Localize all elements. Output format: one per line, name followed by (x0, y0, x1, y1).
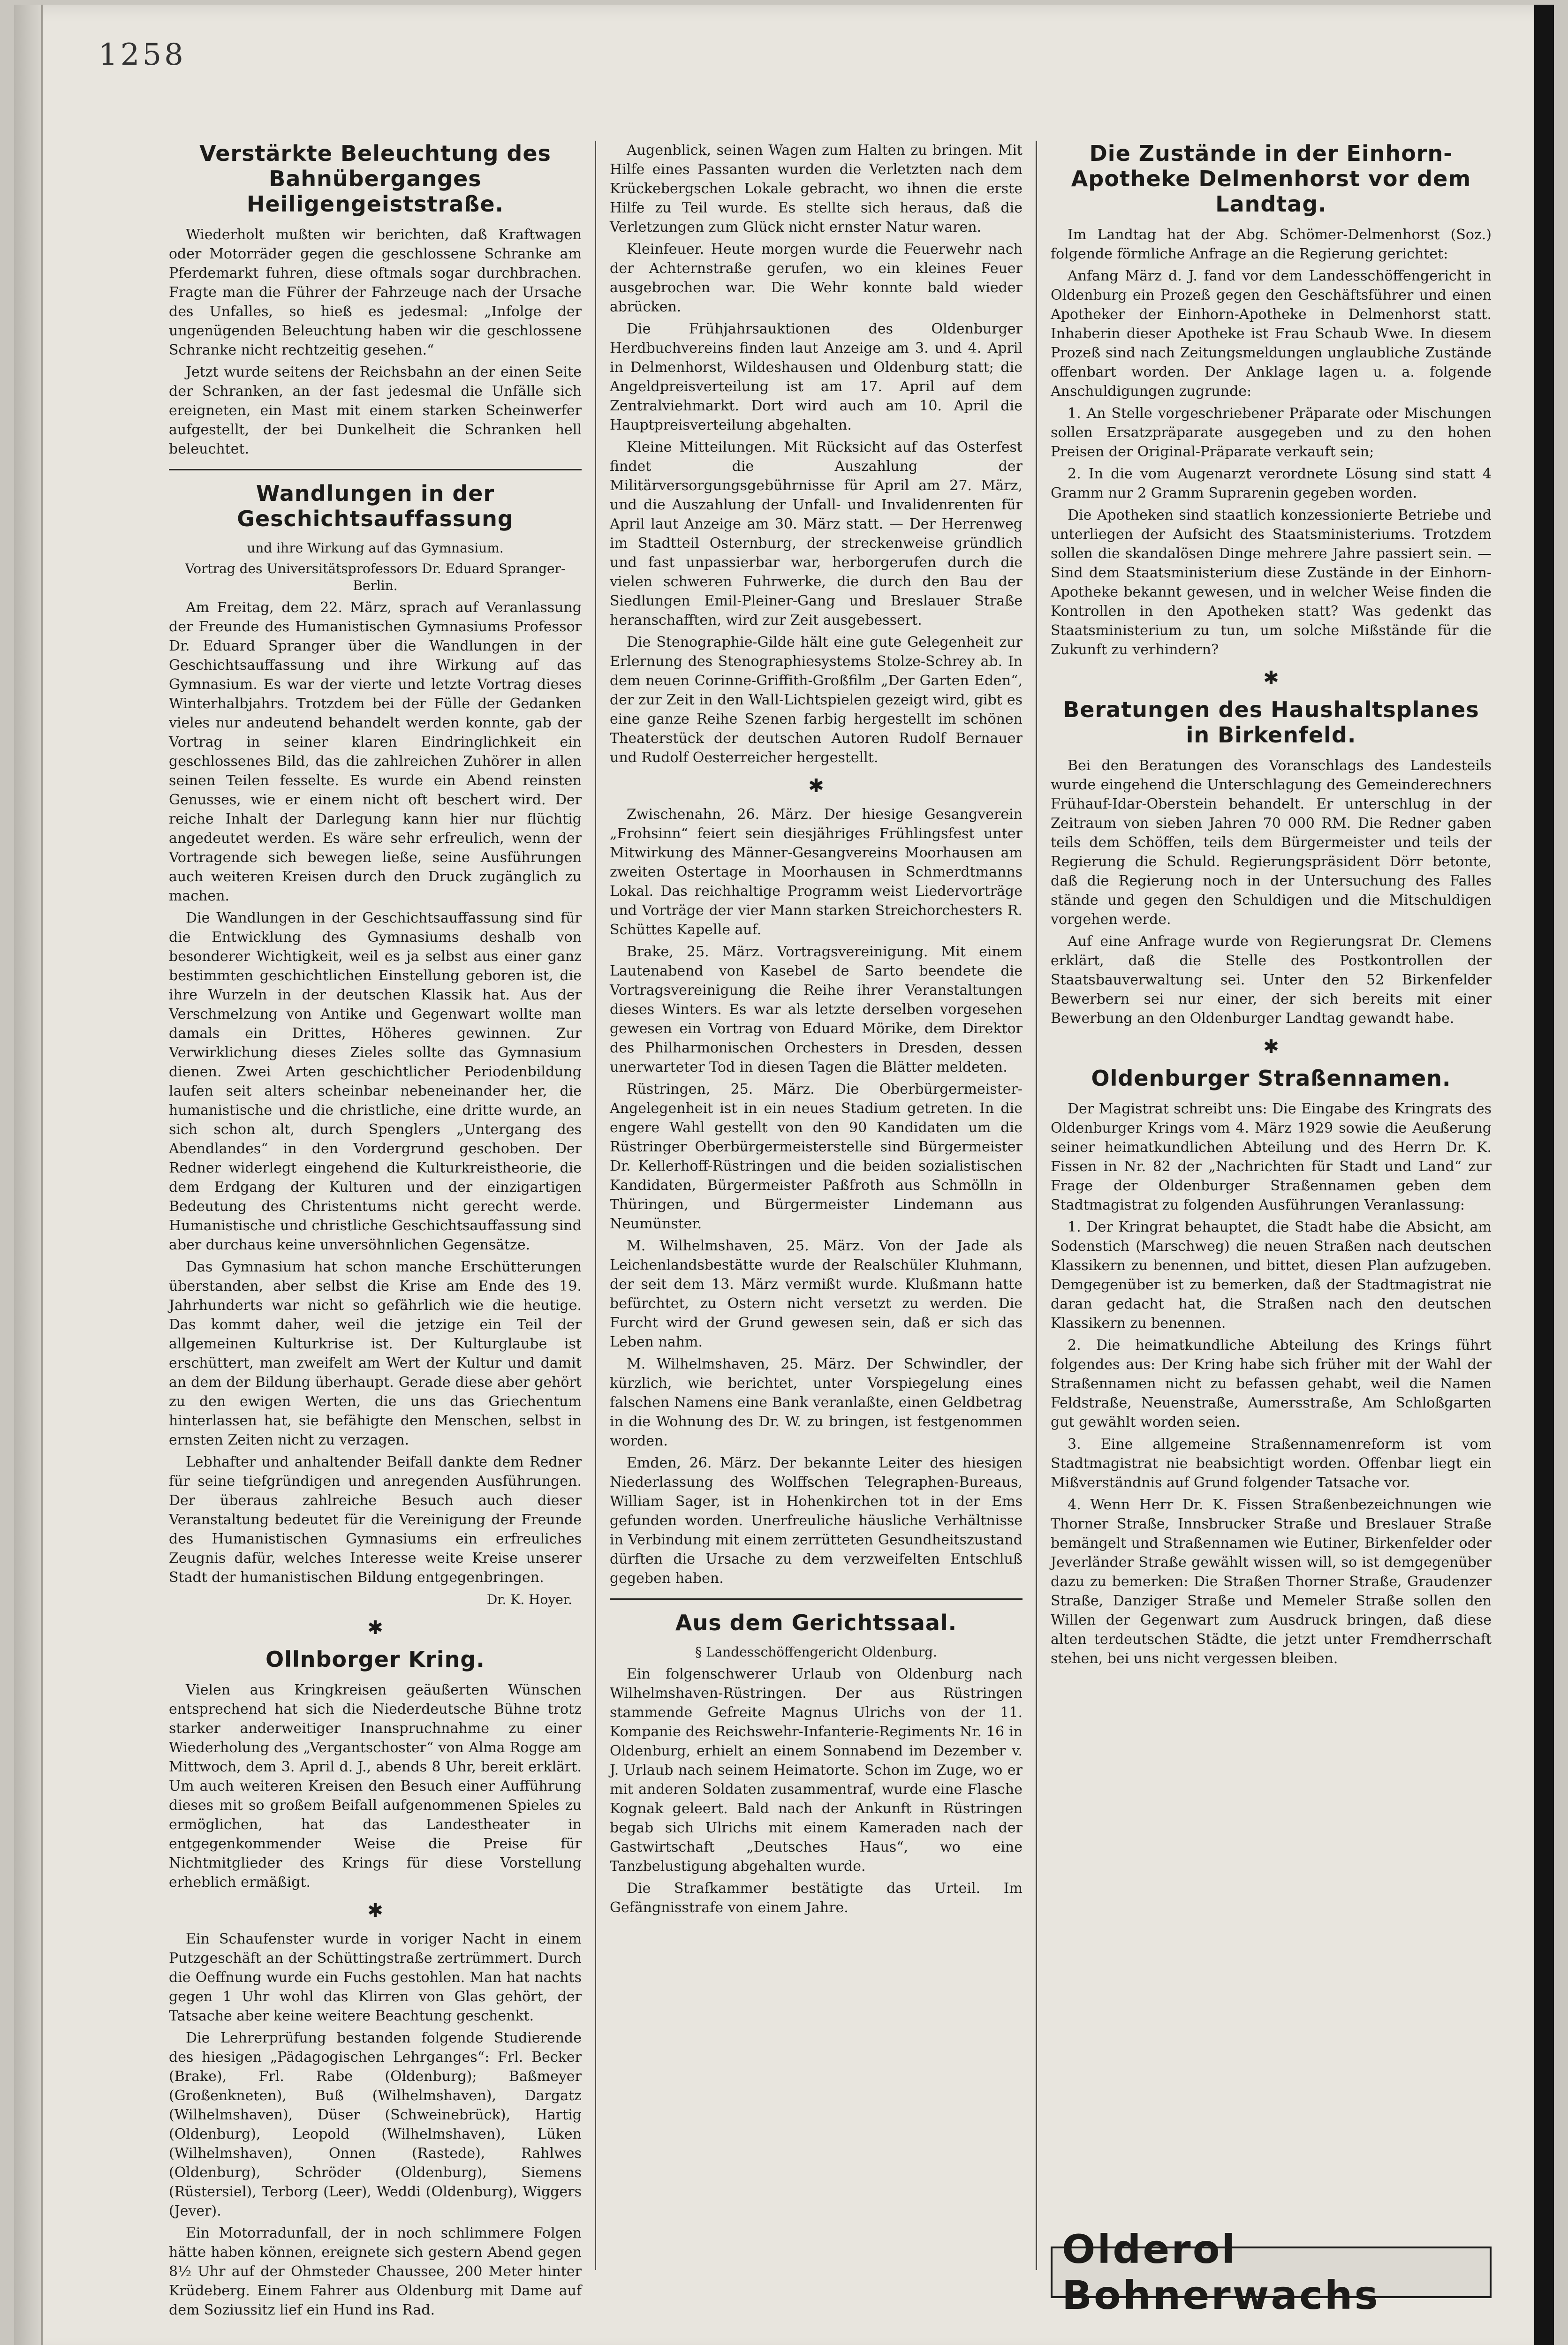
article-paragraph: 2. In die vom Augenarzt verordnete Lösung sind statt 4 Gramm nur 2 Gramm Suprarenin gegeben worden. (1051, 466, 1492, 501)
article-paragraph: Wiederholt mußten wir berichten, daß Kraftwagen oder Motorräder gegen die geschlossene Schranke am Pferdemarkt fuhren, diese oftmals sogar durchbrachen. Fragte man die Führer der Fahrzeuge nach der Ursache des Unfalles, so hieß es jedesmal: „Infolge der ungenügenden Beleuchtung haben wir die geschlossene Schranke nicht rechtzeitig gesehen.“ (169, 227, 582, 358)
separator-star: ✱ (1263, 667, 1279, 689)
article-subheading: und ihre Wirkung auf das Gymnasium. (247, 540, 504, 556)
article-subheading: § Landesschöffengericht Oldenburg. (695, 1644, 937, 1660)
separator-star: ✱ (1263, 1036, 1279, 1058)
article-paragraph: Jetzt wurde seitens der Reichsbahn an der einen Seite der Schranken, an der fast jedesmal die Unfälle sich ereigneten, ein Mast mit einem starken Scheinwerfer aufgestellt, der bei Dunkelheit die Schranken hell beleuchtet. (169, 364, 582, 457)
article-byline: Dr. K. Hoyer. (486, 1592, 572, 1607)
column-right (1051, 141, 1492, 2307)
article-paragraph: Ein Motorradunfall, der in noch schlimmere Folgen hätte haben können, ereignete sich gestern Abend gegen 8½ Uhr auf der Ohmsteder Chaussee, 200 Meter hinter Krüdeberg. Einem Fahrer aus Oldenburg mit Dame auf dem Soziussitz lief ein Hund ins Rad. (169, 2225, 582, 2318)
article-headline: Die Zustände in der Einhorn-Apotheke Delmenhorst vor dem Landtag. (1071, 141, 1471, 217)
article-paragraph: Das Gymnasium hat schon manche Erschütterungen überstanden, aber selbst die Krise am Ende des 19. Jahrhunderts war nicht so gefährlich wie die heutige. Das kommt daher, weil die jetzige ein Teil der allgemeinen Kulturkrise ist. Der Kulturglaube ist erschüttert, man zweifelt am Wert der Kultur und damit an dem der Bildung überhaupt. Gerade diese aber gehört zu den ewigen Werten, die uns das Griechentum hinterlassen hat, sie befähigte den Menschen, selbst in ernsten Zeiten nicht zu verzagen. (169, 1259, 582, 1448)
article-paragraph: Vielen aus Kringkreisen geäußerten Wünschen entsprechend hat sich die Niederdeutsche Bühne trotz starker anderweitiger Inanspruchnahme zu einer Wiederholung des „Vergantschoster“ von Alma Rogge am Mittwoch, dem 3. April d. J., abends 8 Uhr, bereit erklärt. Um auch weiteren Kreisen den Besuch einer Aufführung dieses mit so großem Beifall aufgenommenen Spieles zu ermöglichen, hat das Landestheater in entgegenkommender Weise die Preise für Nichtmitglieder des Krings für diese Vorstellung erheblich ermäßigt. (169, 1682, 582, 1891)
article-paragraph: Brake, 25. März. Vortragsvereinigung. Mit einem Lautenabend von Kasebel de Sarto beendete die Vortragsvereinigung die Reihe ihrer Veranstaltungen dieses Winters. Es war als letzte derselben vorgesehen gewesen ein Vortrag von Eduard Mörike, dem Direktor des Philharmonischen Orchesters in Dresden, dessen unerwarteter Tod in diesen Tagen die Blätter meldeten. (610, 944, 1023, 1075)
article-paragraph: M. Wilhelmshaven, 25. März. Der Schwindler, der kürzlich, wie berichtet, unter Vorspiegelung eines falschen Namens eine Bank veranlaßte, einen Geldbetrag in die Wohnung des Dr. W. zu bringen, ist festgenommen worden. (610, 1356, 1023, 1449)
column-left (169, 141, 582, 2318)
column-divider (595, 141, 596, 2270)
article-paragraph: Emden, 26. März. Der bekannte Leiter des hiesigen Niederlassung des Wolffschen Telegraphen-Bureaus, William Sager, ist in Hohenkirchen tot in der Ems gefunden worden. Unerfreuliche häusliche Verhältnisse in Verbindung mit einem zerrütteten Gesundheitszustand dürften die Ursache zu dem verzweifelten Entschluß gegeben haben. (610, 1455, 1023, 1587)
article-paragraph: 2. Die heimatkundliche Abteilung des Krings führt folgendes aus: Der Kring habe sich früher mit der Wahl der Straßennamen nicht zu befassen gehabt, weil die Namen Feldstraße, Neuenstraße, Aumersstraße, Am Schloßgarten gut gewählt worden seien. (1051, 1337, 1492, 1430)
separator-star: ✱ (808, 775, 824, 797)
article-paragraph: Ein folgenschwerer Urlaub von Oldenburg nach Wilhelmshaven-Rüstringen. Der aus Rüstringen stammende Gefreite Magnus Ulrichs von der 11. Kompanie des Reichswehr-Infanterie-Regiments Nr. 16 in Oldenburg, erhielt an einem Sonnabend im Dezember v. J. Urlaub nach seinem Heimatorte. Schon im Zuge, wo er mit anderen Soldaten zusammentraf, wurde eine Flasche Kognak geleert. Bald nach der Ankunft in Rüstringen begab sich Ulrichs mit einem Kameraden nach der Gastwirtschaft „Deutsches Haus“, wo eine Tanzbelustigung abgehalten wurde. (610, 1666, 1023, 1875)
article-headline: Beratungen des Haushaltsplanes in Birkenfeld. (1063, 697, 1479, 748)
advertisement-banner: Olderol Bohnerwachs (1051, 2247, 1492, 2298)
article-headline: Oldenburger Straßennamen. (1091, 1066, 1451, 1091)
article-paragraph: Bei den Beratungen des Voranschlags des Landesteils wurde eingehend die Unterschlagung des Gemeinderechners Frühauf-Idar-Oberstein behandelt. Er unterschlug in der Zeitraum von sieben Jahren 70 000 RM. Die Redner gaben teils dem Schöffen, teils dem Bürgermeister und teils der Regierung die Schuld. Regierungspräsident Dörr betonte, daß die Regierung noch in der Untersuchung des Falles stände und gegen den Schuldigen und die Mitschuldigen vorgehen werde. (1051, 757, 1492, 928)
page-binding (14, 5, 43, 2345)
column-middle (610, 141, 1023, 2307)
article-paragraph: Die Strafkammer bestätigte das Urteil. Im Gefängnisstrafe von einem Jahre. (610, 1880, 1023, 1916)
article-headline: Ollnborger Kring. (265, 1647, 485, 1672)
article-paragraph: Die Wandlungen in der Geschichtsauffassung sind für die Entwicklung des Gymnasiums deshalb von besonderer Wichtigkeit, weil es ja selbst aus einer ganz bestimmten geschichtlichen Einstellung geboren ist, die ihre Wurzeln in der deutschen Klassik hat. Aus der Verschmelzung von Antike und Gegenwart wollte man damals ein Drittes, Höheres gewinnen. Zur Verwirklichung dieses Zieles sollte das Gymnasium dienen. Zwei Arten geschichtlicher Periodenbildung laufen seit alters scheinbar nebeneinander her, die humanistische und die christliche, eine dritte wurde, an sich schon alt, durch Spenglers „Untergang des Abendlandes“ in den Vordergrund geschoben. Der Redner widerlegt eingehend die Kulturkreistheorie, die dem Erdgang der Kulturen und der einzigartigen Bedeutung des Christentums nicht gerecht werde. Humanistische und christliche Geschichtsauffassung sind aber durchaus keine unversöhnlichen Gegensätze. (169, 910, 582, 1253)
article-paragraph: 1. Der Kringrat behauptet, die Stadt habe die Absicht, am Sodenstich (Marschweg) die neuen Straßen nach deutschen Klassikern zu benennen, und bittet, diesen Plan aufzugeben. Demgegenüber ist zu bemerken, daß der Stadtmagistrat nie daran gedacht hat, die Straßen nach den deutschen Klassikern zu benennen. (1051, 1219, 1492, 1331)
article-paragraph: Ein Schaufenster wurde in voriger Nacht in einem Putzgeschäft an der Schüttingstraße zertrümmert. Durch die Oeffnung wurde ein Fuchs gestohlen. Man hat nachts gegen 1 Uhr wohl das Klirren von Glas gehört, der Tatsache aber keine weitere Beachtung geschenkt. (169, 1931, 582, 2024)
column-divider (1036, 141, 1037, 2270)
section-rule (610, 1598, 1023, 1600)
scan-edge (1534, 5, 1554, 2345)
article-headline: Verstärkte Beleuchtung des Bahnüberganges Heiligengeiststraße. (199, 141, 551, 217)
separator-star: ✱ (367, 1617, 383, 1639)
section-rule (169, 469, 582, 470)
article-paragraph: Im Landtag hat der Abg. Schömer-Delmenhorst (Soz.) folgende förmliche Anfrage an die Regierung gerichtet: (1051, 227, 1492, 262)
article-paragraph: Zwischenahn, 26. März. Der hiesige Gesangverein „Frohsinn“ feiert sein diesjähriges Frühlingsfest unter Mitwirkung des Männer-Gesangvereins Moorhausen am zweiten Ostertage in Moorhausen in Schmerdtmanns Lokal. Das reichhaltige Programm weist Liedervorträge und Vorträge der vier Mann starken Streichorchesters R. Schüttes Kapelle auf. (610, 806, 1023, 938)
article-paragraph: Die Frühjahrsauktionen des Oldenburger Herdbuchvereins finden laut Anzeige am 3. und 4. April in Delmenhorst, Wildeshausen und Oldenburg statt; die Angeldpreisverteilung ist am 17. April auf dem Zentralviehmarkt. Dort wird auch am 10. April die Hauptpreisverteilung abgehalten. (610, 321, 1023, 433)
article-paragraph: 1. An Stelle vorgeschriebener Präparate oder Mischungen sollen Ersatzpräparate ausgegeben und zu den hohen Preisen der Original-Präparate verkauft sein; (1051, 405, 1492, 460)
article-paragraph: Auf eine Anfrage wurde von Regierungsrat Dr. Clemens erklärt, daß die Stelle des Postkontrollen der Staatsbauverwaltung sei. Unter den 52 Birkenfelder Bewerbern sei nur einer, der sich bereits mit einer Bewerbung an den Oldenburger Landtag gewandt habe. (1051, 933, 1492, 1027)
article-paragraph: 3. Eine allgemeine Straßennamenreform ist vom Stadtmagistrat nie beabsichtigt worden. Offenbar liegt ein Mißverständnis auf Grund folgender Tatsache vor. (1051, 1436, 1492, 1491)
article-paragraph: Lebhafter und anhaltender Beifall dankte dem Redner für seine tiefgründigen und anregenden Ausführungen. Der überaus zahlreiche Besuch auch dieser Veranstaltung bedeutet für die Vereinigung der Freunde des Humanistischen Gymnasiums ein erfreuliches Zeugnis dafür, welches Interesse weite Kreise unserer Stadt der humanistischen Bildung entgegenbringen. (169, 1454, 582, 1586)
article-paragraph: Die Apotheken sind staatlich konzessionierte Betriebe und unterliegen der Aufsicht des Staatsministeriums. Trotzdem sollen die skandalösen Dinge mehrere Jahre passiert sein. — Sind dem Staatsministerium diese Zustände in der Einhorn-Apotheke bekannt gewesen, und in welcher Weise finden die Kontrollen in den Apotheken statt? Was gedenkt das Staatsministerium zu tun, um solche Mißstände für die Zukunft zu verhindern? (1051, 507, 1492, 658)
article-paragraph: Die Stenographie-Gilde hält eine gute Gelegenheit zur Erlernung des Stenographiesystems Stolze-Schrey ab. In dem neuen Corinne-Griffith-Großfilm „Der Garten Eden“, der zur Zeit in den Wall-Lichtspielen gezeigt wird, gibt es eine ganze Reihe Szenen farbig hergestellt im schönen Theaterstück der deutschen Autoren Rudolf Bernauer und Rudolf Oesterreicher hergestellt. (610, 634, 1023, 766)
article-paragraph: Rüstringen, 25. März. Die Oberbürgermeister-Angelegenheit ist in ein neues Stadium getreten. In die engere Wahl gestellt von den 90 Kandidaten um die Rüstringer Oberbürgermeisterstelle sind Bürgermeister Dr. Kellerhoff-Rüstringen und die beiden sozialistischen Kandidaten, Bürgermeister Paßfroth aus Schmölln in Thüringen, und Bürgermeister Lindemann aus Neumünster. (610, 1081, 1023, 1232)
article-paragraph: Kleinfeuer. Heute morgen wurde die Feuerwehr nach der Achternstraße gerufen, wo ein kleines Feuer ausgebrochen war. Die Wehr konnte bald wieder abrücken. (610, 241, 1023, 315)
article-paragraph: Anfang März d. J. fand vor dem Landesschöffengericht in Oldenburg ein Prozeß gegen den Geschäftsführer und einen Apotheker der Einhorn-Apotheke in Delmenhorst statt. Inhaberin dieser Apotheke ist Frau Schaub Wwe. In diesem Prozeß sind nach Zeitungsmeldungen unglaubliche Zustände offenbart worden. Der Anklage lagen u. a. folgende Anschuldigungen zugrunde: (1051, 268, 1492, 400)
article-paragraph: Kleine Mitteilungen. Mit Rücksicht auf das Osterfest findet die Auszahlung der Militärversorgungsgebührnisse für April am 27. März, und die Auszahlung der Unfall- und Invalidenrenten für April laut Anzeige am 30. März statt. — Der Herrenweg im Stadtteil Osternburg, der streckenweise gründlich und fast unpassierbar war, herborgerufen durch die vielen schweren Fuhrwerke, die durch den Bau der Siedlungen Emil-Pleiner-Gang und Breslauer Straße heranschafften, wird zur Zeit ausgebessert. (610, 439, 1023, 628)
article-headline: Wandlungen in der Geschichtsauffassung (237, 481, 514, 531)
article-subheading: Vortrag des Universitätsprofessors Dr. Eduard Spranger-Berlin. (185, 561, 566, 593)
article-headline: Aus dem Gerichtssaal. (675, 1610, 957, 1635)
article-paragraph: Am Freitag, dem 22. März, sprach auf Veranlassung der Freunde des Humanistischen Gymnasiums Professor Dr. Eduard Spranger über die Wandlungen in der Geschichtsauffassung und ihre Wirkung auf das Gymnasium. Es war der vierte und letzte Vortrag dieses Winterhalbjahrs. Trotzdem bei der Fülle der Gedanken vieles nur andeutend behandelt werden konnte, gab der Vortrag in seiner klaren Eindringlichkeit ein geschlossenes Bild, das die zahlreichen Zuhörer in allen seinen Teilen fesselte. Es wurde ein Abend reinsten Genusses, wie er einem nicht oft beschert wird. Der reiche Inhalt der Darlegung kann hier nur flüchtig angedeutet werden. Es wäre sehr erfreulich, wenn der Vortragende sich bewegen ließe, seine Ausführungen auch weiteren Kreisen durch den Druck zugänglich zu machen. (169, 599, 582, 904)
page-number: 1258 (98, 38, 186, 72)
article-paragraph: Augenblick, seinen Wagen zum Halten zu bringen. Mit Hilfe eines Passanten wurden die Verletzten nach dem Krückebergschen Lokale gebracht, wo ihnen die erste Hilfe zu Teil wurde. Es stellte sich heraus, daß die Verletzungen zum Glück nicht ernster Natur waren. (610, 142, 1023, 235)
article-paragraph: Die Lehrerprüfung bestanden folgende Studierende des hiesigen „Pädagogischen Lehrganges“: Frl. Becker (Brake), Frl. Rabe (Oldenburg); Baßmeyer (Großenkneten), Buß (Wilhelmshaven), Dargatz (Wilhelmshaven), Düser (Schweinebrück), Hartig (Oldenburg), Leopold (Wilhelmshaven), Lüken (Wilhelmshaven), Onnen (Rastede), Rahlwes (Oldenburg), Schröder (Oldenburg), Siemens (Rüstersiel), Terborg (Leer), Weddi (Oldenburg), Wiggers (Jever). (169, 2030, 582, 2219)
article-paragraph: Der Magistrat schreibt uns: Die Eingabe des Kringrats des Oldenburger Krings vom 4. März 1929 sowie die Aeußerung seiner heimatkundlichen Abteilung und des Herrn Dr. K. Fissen in Nr. 82 der „Nachrichten für Stadt und Land“ zur Frage der Oldenburger Straßennamen geben dem Stadtmagistrat zu folgenden Ausführungen Veranlassung: (1051, 1101, 1492, 1213)
article-paragraph: 4. Wenn Herr Dr. K. Fissen Straßenbezeichnungen wie Thorner Straße, Innsbrucker Straße und Breslauer Straße bemängelt und Straßennamen wie Eutiner, Birkenfelder oder Jeverländer Straße gewählt wissen will, so ist demgegenüber dazu zu bemerken: Die Straßen Thorner Straße, Graudenzer Straße, Danziger Straße und Memeler Straße sollen den Willen der Gegenwart zum Ausdruck bringen, daß diese alten terdeutschen Städte, die jetzt unter Fremdherrschaft stehen, bei uns nicht vergessen bleiben. (1051, 1497, 1492, 1667)
separator-star: ✱ (367, 1900, 383, 1921)
article-paragraph: M. Wilhelmshaven, 25. März. Von der Jade als Leichenlandsbestätte wurde der Realschüler Kluhmann, der seit dem 13. März vermißt wurde. Klußmann hatte befürchtet, zu Ostern nicht versetzt zu werden. Die Furcht wird der Grund gewesen sein, daß er sich das Leben nahm. (610, 1238, 1023, 1350)
